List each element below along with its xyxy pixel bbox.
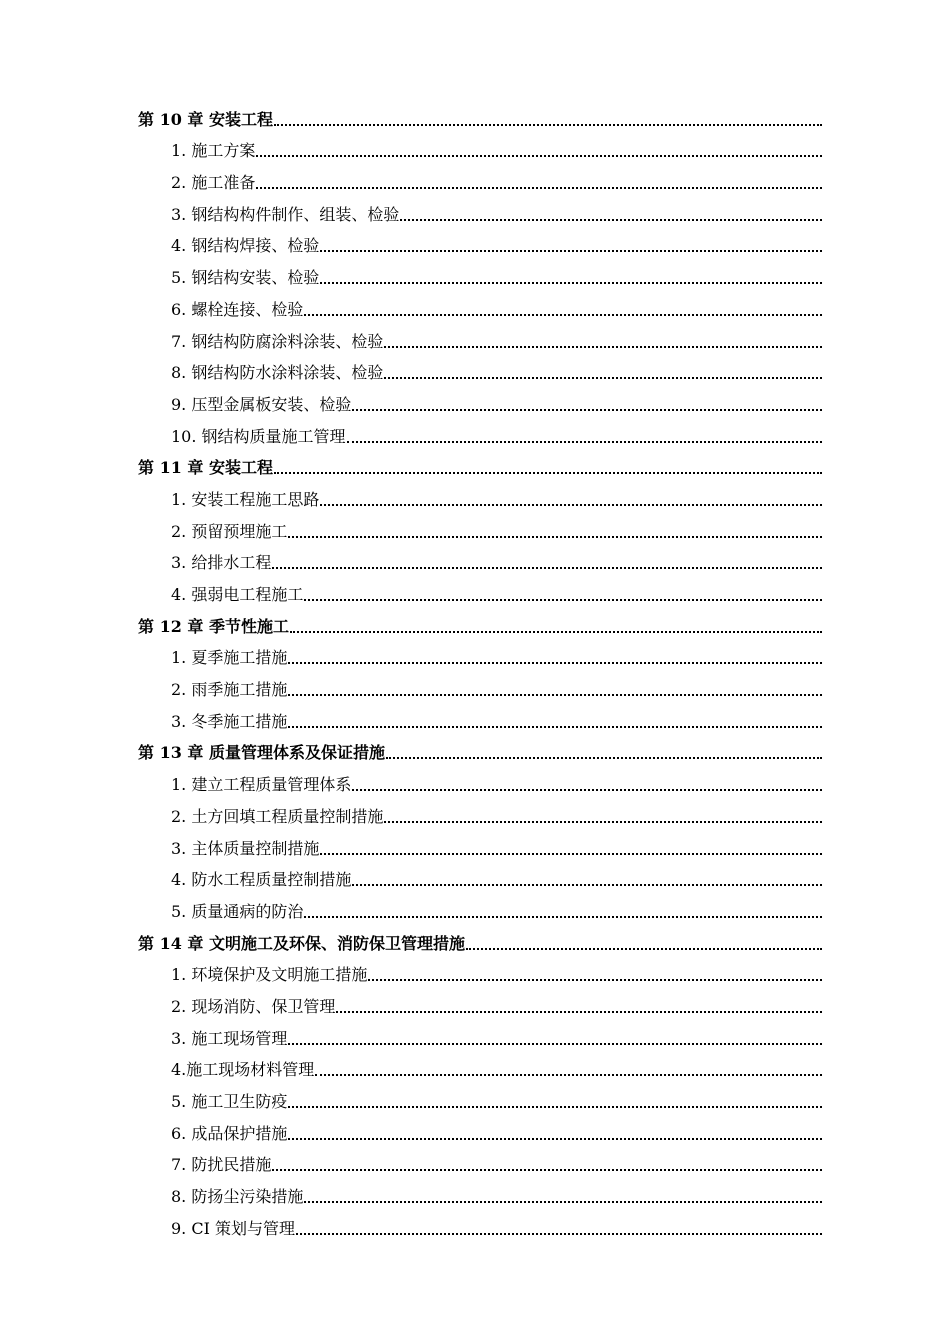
chapter-title: 第 13 章 质量管理体系及保证措施 — [138, 743, 385, 763]
section-title: 2. 现场消防、保卫管理 — [171, 996, 336, 1016]
dot-leader — [256, 155, 822, 157]
toc-section-entry[interactable] — [138, 702, 822, 734]
section-title: 2. 施工准备 — [171, 173, 256, 193]
section-title: 2. 预留预埋施工 — [171, 521, 288, 541]
dot-leader — [384, 821, 822, 823]
chapter-title: 第 14 章 文明施工及环保、消防保卫管理措施 — [138, 933, 465, 953]
toc-section-entry[interactable] — [138, 1114, 822, 1146]
toc-section-entry[interactable] — [138, 956, 822, 988]
dot-leader — [304, 916, 822, 918]
section-title: 3. 施工现场管理 — [171, 1028, 288, 1048]
dot-leader — [368, 979, 822, 981]
toc-chapter-entry[interactable] — [138, 449, 822, 481]
dot-leader — [352, 884, 822, 886]
section-title: 1. 安装工程施工思路 — [171, 489, 320, 509]
section-title: 4. 防水工程质量控制措施 — [171, 870, 352, 890]
section-title: 3. 主体质量控制措施 — [171, 838, 320, 858]
toc-section-entry[interactable] — [138, 480, 822, 512]
section-title: 1. 环境保护及文明施工措施 — [171, 965, 368, 985]
toc-section-entry[interactable] — [138, 163, 822, 195]
section-title: 6. 螺栓连接、检验 — [171, 299, 304, 319]
dot-leader — [256, 187, 822, 189]
dot-leader — [288, 536, 822, 538]
toc-section-entry[interactable] — [138, 227, 822, 259]
section-title: 4.施工现场材料管理 — [171, 1060, 315, 1080]
dot-leader — [320, 282, 822, 284]
dot-leader — [288, 726, 822, 728]
chapter-title: 第 12 章 季节性施工 — [138, 616, 289, 636]
dot-leader — [384, 377, 822, 379]
toc-section-entry[interactable] — [138, 765, 822, 797]
toc-section-entry[interactable] — [138, 1177, 822, 1209]
section-title: 10. 钢结构质量施工管理 — [171, 426, 346, 446]
toc-section-entry[interactable] — [138, 385, 822, 417]
dot-leader — [272, 567, 822, 569]
section-title: 9. CI 策划与管理 — [171, 1218, 296, 1238]
dot-leader — [315, 1074, 822, 1076]
section-title: 2. 土方回填工程质量控制措施 — [171, 806, 384, 826]
dot-leader — [274, 472, 822, 474]
dot-leader — [352, 789, 822, 791]
dot-leader — [336, 1011, 822, 1013]
toc-section-entry[interactable] — [138, 354, 822, 386]
section-title: 3. 钢结构构件制作、组装、检验 — [171, 204, 400, 224]
section-title: 9. 压型金属板安装、检验 — [171, 394, 352, 414]
toc-chapter-entry[interactable] — [138, 924, 822, 956]
chapter-title: 第 11 章 安装工程 — [138, 458, 273, 478]
toc-section-entry[interactable] — [138, 829, 822, 861]
dot-leader — [288, 1138, 822, 1140]
dot-leader — [320, 504, 822, 506]
toc-section-entry[interactable] — [138, 892, 822, 924]
toc-section-entry[interactable] — [138, 1051, 822, 1083]
dot-leader — [272, 1169, 822, 1171]
dot-leader — [288, 662, 822, 664]
dot-leader — [466, 948, 822, 950]
toc-section-entry[interactable] — [138, 1209, 822, 1241]
dot-leader — [304, 1201, 822, 1203]
dot-leader — [347, 441, 822, 443]
dot-leader — [352, 409, 822, 411]
dot-leader — [290, 631, 822, 633]
toc-section-entry[interactable] — [138, 861, 822, 893]
toc-chapter-entry[interactable] — [138, 607, 822, 639]
dot-leader — [386, 757, 822, 759]
toc-section-entry[interactable] — [138, 544, 822, 576]
toc-section-entry[interactable] — [138, 1082, 822, 1114]
section-title: 5. 质量通病的防治 — [171, 901, 304, 921]
toc-section-entry[interactable] — [138, 670, 822, 702]
toc-section-entry[interactable] — [138, 195, 822, 227]
toc-chapter-entry[interactable] — [138, 734, 822, 766]
section-title: 3. 给排水工程 — [171, 553, 272, 573]
section-title: 5. 施工卫生防疫 — [171, 1092, 288, 1111]
toc-section-entry[interactable] — [138, 639, 822, 671]
section-title: 1. 夏季施工措施 — [171, 648, 288, 668]
section-title: 3. 冬季施工措施 — [171, 711, 288, 731]
toc-section-entry[interactable] — [138, 322, 822, 354]
dot-leader — [296, 1233, 822, 1235]
dot-leader — [320, 853, 822, 855]
section-title: 7. 钢结构防腐涂料涂装、检验 — [171, 331, 384, 351]
toc-section-entry[interactable] — [138, 797, 822, 829]
dot-leader — [274, 124, 822, 126]
dot-leader — [320, 250, 822, 252]
toc-section-entry[interactable] — [138, 132, 822, 164]
dot-leader — [400, 219, 822, 221]
section-title: 4. 钢结构焊接、检验 — [171, 236, 320, 256]
toc-section-entry[interactable] — [138, 512, 822, 544]
dot-leader — [288, 694, 822, 696]
section-title: 4. 强弱电工程施工 — [171, 585, 304, 604]
table-of-contents — [138, 100, 822, 1241]
dot-leader — [304, 314, 822, 316]
toc-section-entry[interactable] — [138, 987, 822, 1019]
toc-section-entry[interactable] — [138, 290, 822, 322]
section-title: 7. 防扰民措施 — [171, 1155, 272, 1175]
section-title: 2. 雨季施工措施 — [171, 680, 288, 700]
section-title: 1. 施工方案 — [171, 141, 256, 161]
toc-section-entry[interactable] — [138, 575, 822, 607]
toc-section-entry[interactable] — [138, 1146, 822, 1178]
toc-chapter-entry[interactable] — [138, 100, 822, 132]
dot-leader — [288, 1043, 822, 1045]
section-title: 6. 成品保护措施 — [171, 1123, 288, 1143]
dot-leader — [304, 599, 822, 601]
toc-section-entry[interactable] — [138, 258, 822, 290]
section-title: 8. 钢结构防水涂料涂装、检验 — [171, 363, 384, 383]
dot-leader — [384, 346, 822, 348]
toc-section-entry[interactable] — [138, 1019, 822, 1051]
toc-section-entry[interactable] — [138, 417, 822, 449]
dot-leader — [288, 1106, 822, 1108]
section-title: 5. 钢结构安装、检验 — [171, 268, 320, 288]
section-title: 8. 防扬尘污染措施 — [171, 1187, 304, 1207]
section-title: 1. 建立工程质量管理体系 — [171, 775, 352, 795]
chapter-title: 第 10 章 安装工程 — [138, 109, 273, 129]
